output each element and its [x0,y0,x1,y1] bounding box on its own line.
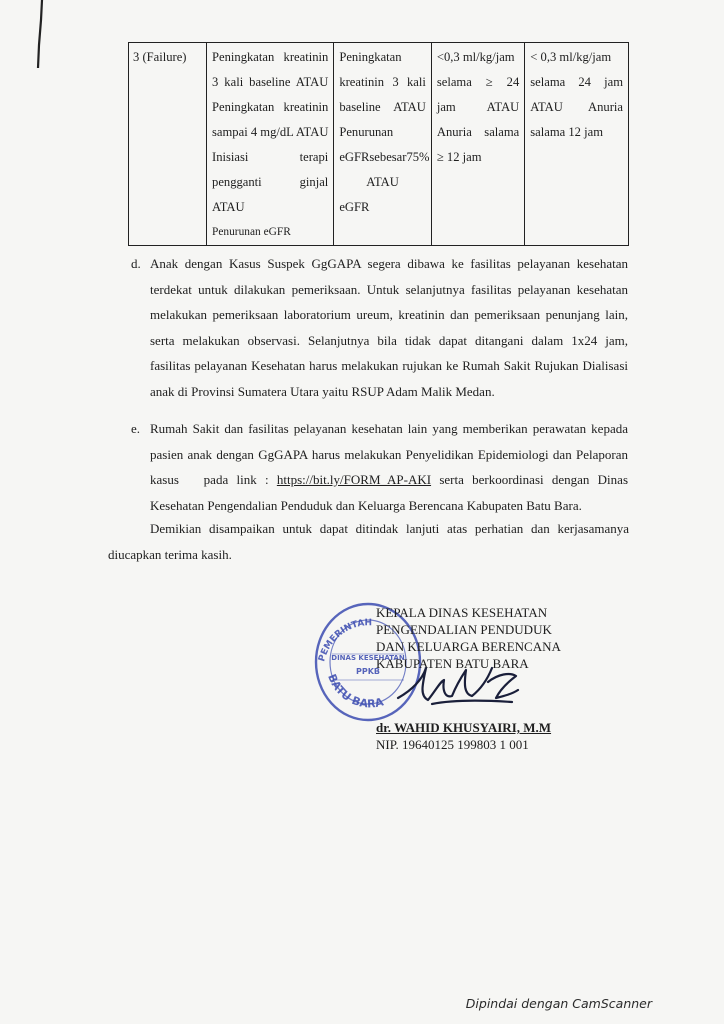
margin-pen-mark [36,0,46,70]
stamp-bottom-arc-text: BATU BARA [325,672,385,711]
paragraph-e-marker: e. [131,421,141,436]
cell-line: salama 12 jam [530,125,604,139]
cell-line: 3 kali baseline ATAU [212,75,329,89]
paragraph-e [150,416,628,518]
report-form-link[interactable]: https://bit.ly/FORM_AP-AKI [276,472,432,487]
link-suffix-text: serta berkoordinasi dengan Dinas [431,472,629,487]
cell-line: baseline ATAU [339,100,426,114]
criteria-table [128,42,629,246]
cell-line: < 0,3 ml/kg/jam [530,50,612,64]
cell-line: <0,3 ml/kg/jam [436,50,515,64]
pediatric-creatinine-cell [334,43,432,246]
paragraph-line: fasilitas pelayanan Kesehatan harus melakukan rujukan ke Rumah Sakit Rujukan Dialisasi [150,358,628,373]
cell-line: sampai 4 mg/dL ATAU [212,125,329,139]
stamp-top-arc-text: PEMERINTAH [317,618,373,663]
paragraph-line: Kesehatan Pengendalian Penduduk dan Keluarga Berencana Kabupaten Batu Bara. [150,497,582,513]
cell-line: kreatinin 3 kali [339,75,426,89]
paragraph-line: pasien anak dengan GgGAPA harus melakukan Penyelidikan Epidemiologi dan Pelaporan [150,446,628,462]
stamp-center-line-1: DINAS KESEHATAN [331,654,405,662]
paragraph-line-with-link [150,467,628,493]
paragraph-line: melakukan pemeriksaan laboratorium ureum, kreatinin dan pemeriksaan penunjang lain, [150,307,628,322]
closing-line: Demikian disampaikan untuk dapat ditindak lanjuti atas perhatian dan kerjasamanya [150,521,629,536]
cell-line: ATAU [212,200,245,214]
closing-statement [108,516,629,567]
stamp-center-line-2: PPKB [355,667,381,676]
cell-line: ATAU Anuria [530,100,623,114]
cell-line: Inisiasi terapi [212,150,329,164]
stage-cell [129,43,207,246]
paragraph-line: Rumah Sakit dan fasilitas pelayanan kesehatan lain yang memberikan perawatan kepada [150,421,628,436]
cell-line: ≥ 12 jam [436,150,482,164]
cell-line: pengganti ginjal [212,175,329,189]
paragraph-line: terdekat untuk dilakukan pemeriksaan. Untuk selanjutnya fasilitas pelayanan kesehatan [150,281,628,297]
signatory-title-line: PENGENDALIAN PENDUDUK [376,622,552,637]
pediatric-urine-output-cell [525,43,629,246]
paragraph-line: anak di Provinsi Sumatera Utara yaitu RSUP Adam Malik Medan. [150,383,495,399]
cell-line: Penurunan [339,125,394,139]
signatory-title-line: KABUPATEN BATU BARA [376,656,529,671]
signatory-title-line: DAN KELUARGA BERENCANA [376,639,561,654]
cell-line: eGFR [339,200,370,214]
handwritten-signature [392,660,522,712]
scanner-watermark: Dipindai dengan CamScanner [465,996,652,1011]
cell-line: Peningkatan [339,50,402,64]
paragraph-line: Anak dengan Kasus Suspek GgGAPA segera dibawa ke fasilitas pelayanan kesehatan [150,256,628,271]
table-row [129,43,629,246]
cell-line: ATAU [366,175,399,189]
cell-line: Anuria salama [436,125,520,139]
closing-line: diucapkan terima kasih. [108,546,232,562]
signatory-title-line: KEPALA DINAS KESEHATAN [376,605,548,620]
link-prefix-text: kasus pada link : [150,472,277,487]
cell-line: Peningkatan kreatinin [212,50,329,64]
cell-line: selama ≥ 24 [436,75,520,89]
paragraph-line: serta melakukan observasi. Selanjutnya bila tidak dapat ditangani dalam 1x24 jam, [150,332,628,348]
cell-line: selama 24 jam [530,75,623,89]
paragraph-d [150,251,628,404]
creatinine-criteria-cell [207,43,334,246]
urine-output-cell [431,43,524,246]
cell-line: Peningkatan kreatinin [212,100,329,114]
signatory-name: dr. WAHID KHUSYAIRI, M.M [376,720,552,735]
cell-line: Penurunan eGFR [212,226,291,238]
signatory-nip: NIP. 19640125 199803 1 001 [376,737,529,752]
stage-label: 3 (Failure) [133,50,187,64]
cell-line: eGFRsebesar75% [339,150,430,164]
paragraph-d-marker: d. [131,256,141,271]
cell-line: jam ATAU [436,100,520,114]
